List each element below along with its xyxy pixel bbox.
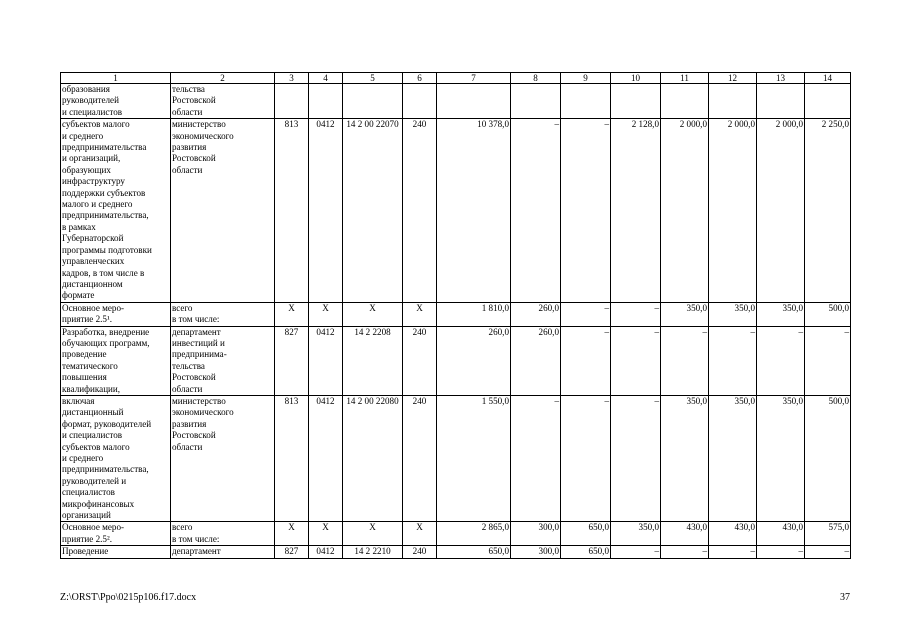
table-cell: [343, 84, 403, 119]
table-cell: –: [511, 395, 561, 521]
table-cell: 350,0: [757, 395, 805, 521]
column-header-13: 13: [757, 73, 805, 84]
table-cell: 827: [275, 546, 309, 558]
table-cell: 500,0: [805, 302, 851, 326]
table-cell: Х: [343, 302, 403, 326]
table-cell: –: [805, 326, 851, 395]
table-cell: 14 2 2208: [343, 326, 403, 395]
table-cell: –: [757, 326, 805, 395]
table-cell: 1 550,0: [437, 395, 511, 521]
table-cell: [561, 84, 611, 119]
column-header-14: 14: [805, 73, 851, 84]
table-cell: 350,0: [661, 302, 709, 326]
table-cell: –: [661, 546, 709, 558]
table-cell: Х: [343, 522, 403, 546]
table-cell: 0412: [309, 546, 343, 558]
table-cell: департамент инвестиций и предпринима- тельства Ростовской области: [171, 326, 275, 395]
table-cell: –: [561, 302, 611, 326]
table-cell: образования руководителей и специалистов: [61, 84, 171, 119]
table-cell: министерство экономического развития Ростовской области: [171, 395, 275, 521]
table-cell: Основное меро- приятие 2.5¹.: [61, 302, 171, 326]
table-cell: 260,0: [511, 302, 561, 326]
column-header-12: 12: [709, 73, 757, 84]
table-cell: 827: [275, 326, 309, 395]
table-cell: Основное меро- приятие 2.5².: [61, 522, 171, 546]
table-row: [61, 302, 851, 326]
table-row: [61, 395, 851, 521]
table-cell: 10 378,0: [437, 119, 511, 303]
table-cell: [709, 84, 757, 119]
table-cell: –: [611, 302, 661, 326]
table-cell: [275, 84, 309, 119]
table-cell: Х: [309, 302, 343, 326]
table-cell: 240: [403, 326, 437, 395]
table-cell: 813: [275, 395, 309, 521]
footer-file-path: Z:\ORST\Ppo\0215p106.f17.docx: [60, 592, 197, 603]
table-cell: [805, 84, 851, 119]
table-cell: –: [757, 546, 805, 558]
table-cell: [757, 84, 805, 119]
table-cell: [309, 84, 343, 119]
table-cell: Х: [309, 522, 343, 546]
table-cell: Разработка, внедрение обучающих программ, проведение тематического повышения квалификации,: [61, 326, 171, 395]
table-cell: Х: [275, 522, 309, 546]
table-cell: всего в том числе:: [171, 302, 275, 326]
table-cell: 350,0: [709, 395, 757, 521]
column-header-3: 3: [275, 73, 309, 84]
table-cell: Проведение: [61, 546, 171, 558]
table-cell: 350,0: [611, 522, 661, 546]
table-cell: –: [561, 395, 611, 521]
table-cell: –: [805, 546, 851, 558]
table-cell: 240: [403, 395, 437, 521]
table-cell: 0412: [309, 395, 343, 521]
table-header-row: [61, 73, 851, 84]
table-cell: 430,0: [757, 522, 805, 546]
column-header-5: 5: [343, 73, 403, 84]
table-cell: 500,0: [805, 395, 851, 521]
table-cell: 650,0: [561, 522, 611, 546]
table-row: [61, 326, 851, 395]
table-cell: [511, 84, 561, 119]
table-cell: Х: [275, 302, 309, 326]
table-cell: –: [561, 119, 611, 303]
column-header-7: 7: [437, 73, 511, 84]
table-cell: 350,0: [661, 395, 709, 521]
table-cell: –: [561, 326, 611, 395]
table-cell: –: [511, 119, 561, 303]
column-header-6: 6: [403, 73, 437, 84]
table-row: [61, 84, 851, 119]
table-cell: –: [611, 395, 661, 521]
table-cell: тельства Ростовской области: [171, 84, 275, 119]
table-cell: 650,0: [437, 546, 511, 558]
column-header-11: 11: [661, 73, 709, 84]
table-cell: 2 250,0: [805, 119, 851, 303]
column-header-9: 9: [561, 73, 611, 84]
column-header-1: 1: [61, 73, 171, 84]
table-row: [61, 546, 851, 558]
table-cell: –: [611, 326, 661, 395]
table-cell: Х: [403, 302, 437, 326]
table-cell: 350,0: [709, 302, 757, 326]
column-header-4: 4: [309, 73, 343, 84]
table-cell: 2 000,0: [757, 119, 805, 303]
table-cell: [437, 84, 511, 119]
table-cell: 14 2 00 22070: [343, 119, 403, 303]
table-cell: 575,0: [805, 522, 851, 546]
table-cell: включая дистанционный формат, руководителей и специалистов субъектов малого и среднего предпринимательства, руководителей и специалистов микрофинансовых организаций: [61, 395, 171, 521]
table-cell: [611, 84, 661, 119]
table-cell: 650,0: [561, 546, 611, 558]
table-cell: 14 2 00 22080: [343, 395, 403, 521]
footer-page-number: 37: [840, 592, 850, 603]
table-cell: 240: [403, 119, 437, 303]
table-cell: 2 000,0: [709, 119, 757, 303]
table-cell: Х: [403, 522, 437, 546]
data-table: [60, 72, 851, 559]
table-cell: 300,0: [511, 522, 561, 546]
table-cell: 350,0: [757, 302, 805, 326]
table-cell: –: [611, 546, 661, 558]
table-cell: министерство экономического развития Ростовской области: [171, 119, 275, 303]
table-cell: 430,0: [661, 522, 709, 546]
table-cell: всего в том числе:: [171, 522, 275, 546]
table-cell: департамент: [171, 546, 275, 558]
table-row: [61, 522, 851, 546]
table-cell: –: [709, 326, 757, 395]
table-cell: 2 000,0: [661, 119, 709, 303]
table-cell: 813: [275, 119, 309, 303]
table-cell: 430,0: [709, 522, 757, 546]
column-header-10: 10: [611, 73, 661, 84]
table-cell: 2 865,0: [437, 522, 511, 546]
table-cell: 14 2 2210: [343, 546, 403, 558]
table-cell: субъектов малого и среднего предпринимательства и организаций, образующих инфраструктуру поддержки субъектов малого и среднего предпринимательства, в рамках Губернаторской программы подготовки управленческих кадров, в том числе в дистанционном формате: [61, 119, 171, 303]
table-cell: 2 128,0: [611, 119, 661, 303]
table-cell: 260,0: [511, 326, 561, 395]
table-cell: 260,0: [437, 326, 511, 395]
table-cell: 0412: [309, 119, 343, 303]
table-cell: –: [709, 546, 757, 558]
table-cell: 240: [403, 546, 437, 558]
column-header-8: 8: [511, 73, 561, 84]
table-cell: [661, 84, 709, 119]
table-cell: –: [661, 326, 709, 395]
column-header-2: 2: [171, 73, 275, 84]
table-cell: [403, 84, 437, 119]
table-row: [61, 119, 851, 303]
table-cell: 300,0: [511, 546, 561, 558]
table-cell: 0412: [309, 326, 343, 395]
table-cell: 1 810,0: [437, 302, 511, 326]
